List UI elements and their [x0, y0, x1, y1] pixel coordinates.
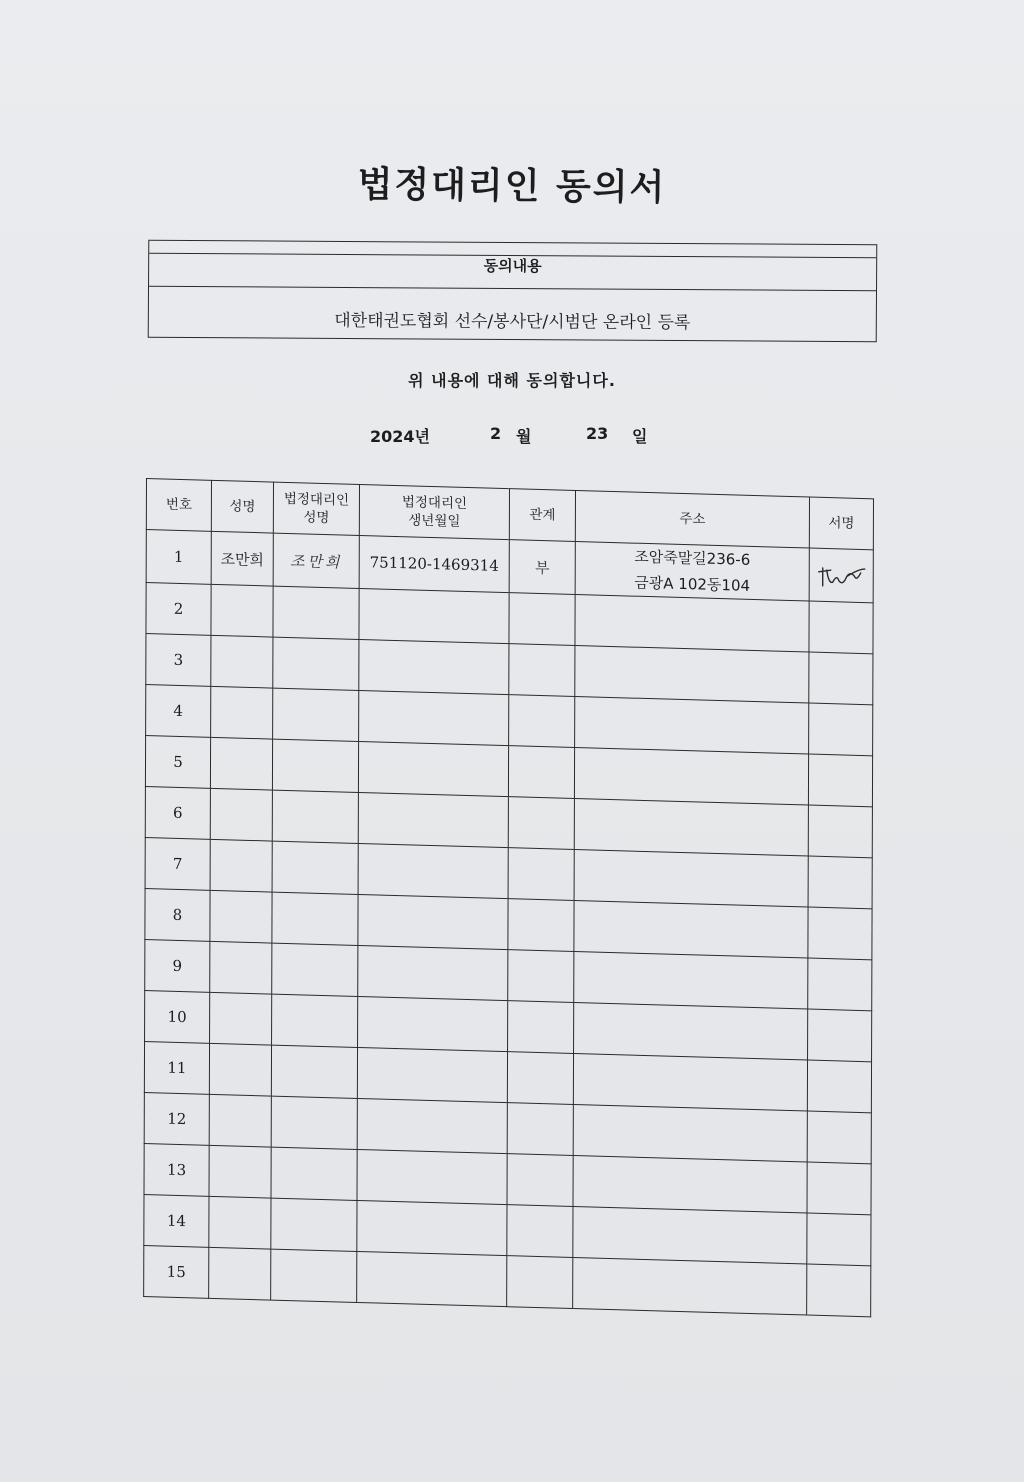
empty-cell [272, 943, 358, 996]
empty-cell [209, 1043, 271, 1096]
empty-cell [573, 1053, 807, 1111]
empty-cell [272, 739, 358, 792]
empty-cell [574, 1002, 808, 1060]
empty-cell [509, 593, 575, 646]
date-day-unit: 일 [632, 427, 648, 446]
empty-cell [508, 848, 574, 901]
empty-cell [509, 695, 575, 748]
empty-cell [575, 594, 809, 652]
row-no: 2 [146, 583, 211, 636]
header-no: 번호 [146, 479, 211, 532]
empty-cell [574, 900, 808, 958]
empty-cell [358, 741, 508, 796]
empty-cell [509, 644, 575, 697]
document-title: 법정대리인 동의서 [357, 164, 667, 209]
empty-cell [507, 1256, 573, 1309]
empty-cell [272, 790, 358, 843]
empty-cell [507, 1205, 573, 1258]
empty-cell [271, 1045, 357, 1098]
empty-cell [359, 588, 509, 643]
empty-cell [359, 690, 509, 745]
empty-cell [357, 1251, 507, 1306]
empty-cell [271, 1198, 357, 1251]
empty-cell [211, 635, 273, 688]
empty-cell [808, 805, 872, 858]
empty-cell [808, 907, 872, 960]
empty-cell [807, 1264, 871, 1317]
row-no: 15 [144, 1246, 209, 1299]
header-guardian-name [273, 482, 359, 535]
header-relation: 관계 [509, 489, 575, 542]
date-month-unit: 월 [516, 427, 532, 446]
empty-cell [271, 1096, 357, 1149]
row-no: 14 [144, 1195, 209, 1248]
empty-cell [807, 1162, 871, 1215]
row-guardian-birth: 751120-1469314 [359, 535, 509, 592]
empty-cell [574, 951, 808, 1009]
empty-cell [210, 737, 272, 790]
date-day: 23 [586, 424, 609, 443]
header-guardian-birth-line1: 법정대리인 [401, 494, 468, 512]
row-no: 6 [145, 787, 210, 840]
date-year: 2024년 [370, 427, 430, 446]
row-address-line2: 금광A 102동104 [634, 573, 751, 595]
empty-cell [573, 1206, 807, 1264]
empty-cell [211, 584, 273, 637]
empty-cell [807, 1111, 871, 1164]
row-no: 4 [146, 685, 211, 738]
row-no: 13 [144, 1144, 209, 1197]
empty-cell [808, 754, 872, 807]
empty-cell [508, 899, 574, 952]
consent-body: 대한태권도협회 선수/봉사단/시범단 온라인 등록 [334, 310, 691, 334]
empty-cell [507, 1052, 573, 1105]
empty-cell [807, 1213, 871, 1266]
empty-cell [574, 798, 808, 856]
row-guardian-name-handwritten: 조만희 [273, 533, 359, 588]
empty-cell [574, 747, 808, 805]
empty-cell [808, 856, 872, 909]
empty-cell [358, 945, 508, 1000]
consent-box [148, 240, 878, 342]
registration-table-wrapper [143, 478, 873, 1317]
registration-table [143, 478, 874, 1317]
empty-cell [573, 1155, 807, 1213]
date-month: 2 [490, 424, 502, 443]
empty-cell [808, 1009, 872, 1062]
empty-cell [210, 941, 272, 994]
row-no: 11 [144, 1042, 209, 1095]
empty-cell [358, 996, 508, 1051]
row-no: 12 [144, 1093, 209, 1146]
empty-cell [209, 1196, 271, 1249]
empty-cell [209, 1247, 271, 1300]
handwritten-signature-icon [816, 560, 866, 591]
header-name: 성명 [211, 480, 273, 533]
empty-cell [357, 1098, 507, 1153]
empty-cell [359, 639, 509, 694]
empty-cell [508, 950, 574, 1003]
empty-cell [575, 645, 809, 703]
empty-cell [210, 788, 272, 841]
agreement-statement: 위 내용에 대해 동의합니다. [408, 371, 616, 390]
row-address-line1: 조암죽말길236-6 [634, 547, 751, 569]
row-relation-handwritten: 부 [509, 540, 575, 595]
empty-cell [272, 892, 358, 945]
empty-cell [808, 958, 872, 1011]
empty-cell [574, 849, 808, 907]
row-address [575, 541, 809, 601]
empty-cell [508, 1001, 574, 1054]
empty-cell [809, 601, 873, 654]
empty-cell [357, 1047, 507, 1102]
empty-cell [573, 1257, 807, 1315]
empty-cell [272, 994, 358, 1047]
empty-cell [807, 1060, 871, 1113]
empty-cell [507, 1103, 573, 1156]
empty-cell [507, 1154, 573, 1207]
header-address: 주소 [575, 490, 809, 548]
empty-cell [357, 1149, 507, 1204]
header-guardian-birth [359, 484, 509, 539]
row-name: 조만희 [211, 531, 273, 586]
consent-header: 동의내용 [149, 253, 876, 291]
empty-cell [271, 1147, 357, 1200]
empty-cell [358, 843, 508, 898]
empty-cell [271, 1249, 357, 1302]
empty-cell [575, 696, 809, 754]
empty-cell [508, 797, 574, 850]
empty-cell [273, 586, 359, 639]
empty-cell [273, 688, 359, 741]
row-no: 3 [146, 634, 211, 687]
empty-cell [272, 841, 358, 894]
header-signature: 서명 [809, 497, 873, 550]
empty-cell [210, 890, 272, 943]
empty-cell [809, 652, 873, 705]
empty-cell [210, 992, 272, 1045]
row-signature [809, 548, 873, 603]
row-no: 1 [146, 530, 211, 585]
empty-cell [210, 839, 272, 892]
header-guardian-name-line2: 성명 [303, 509, 330, 527]
row-no: 5 [145, 736, 210, 789]
row-no: 7 [145, 838, 210, 891]
empty-cell [357, 1200, 507, 1255]
empty-cell [209, 1094, 271, 1147]
row-no: 8 [145, 889, 210, 942]
empty-cell [508, 746, 574, 799]
empty-cell [273, 637, 359, 690]
empty-cell [573, 1104, 807, 1162]
empty-cell [358, 792, 508, 847]
empty-cell [358, 894, 508, 949]
row-no: 9 [145, 940, 210, 993]
empty-cell [209, 1145, 271, 1198]
header-guardian-name-line1: 법정대리인 [283, 490, 350, 509]
header-guardian-birth-line2: 생년월일 [408, 512, 461, 530]
empty-cell [809, 703, 873, 756]
date-line [370, 424, 670, 448]
empty-cell [211, 686, 273, 739]
row-no: 10 [145, 991, 210, 1044]
